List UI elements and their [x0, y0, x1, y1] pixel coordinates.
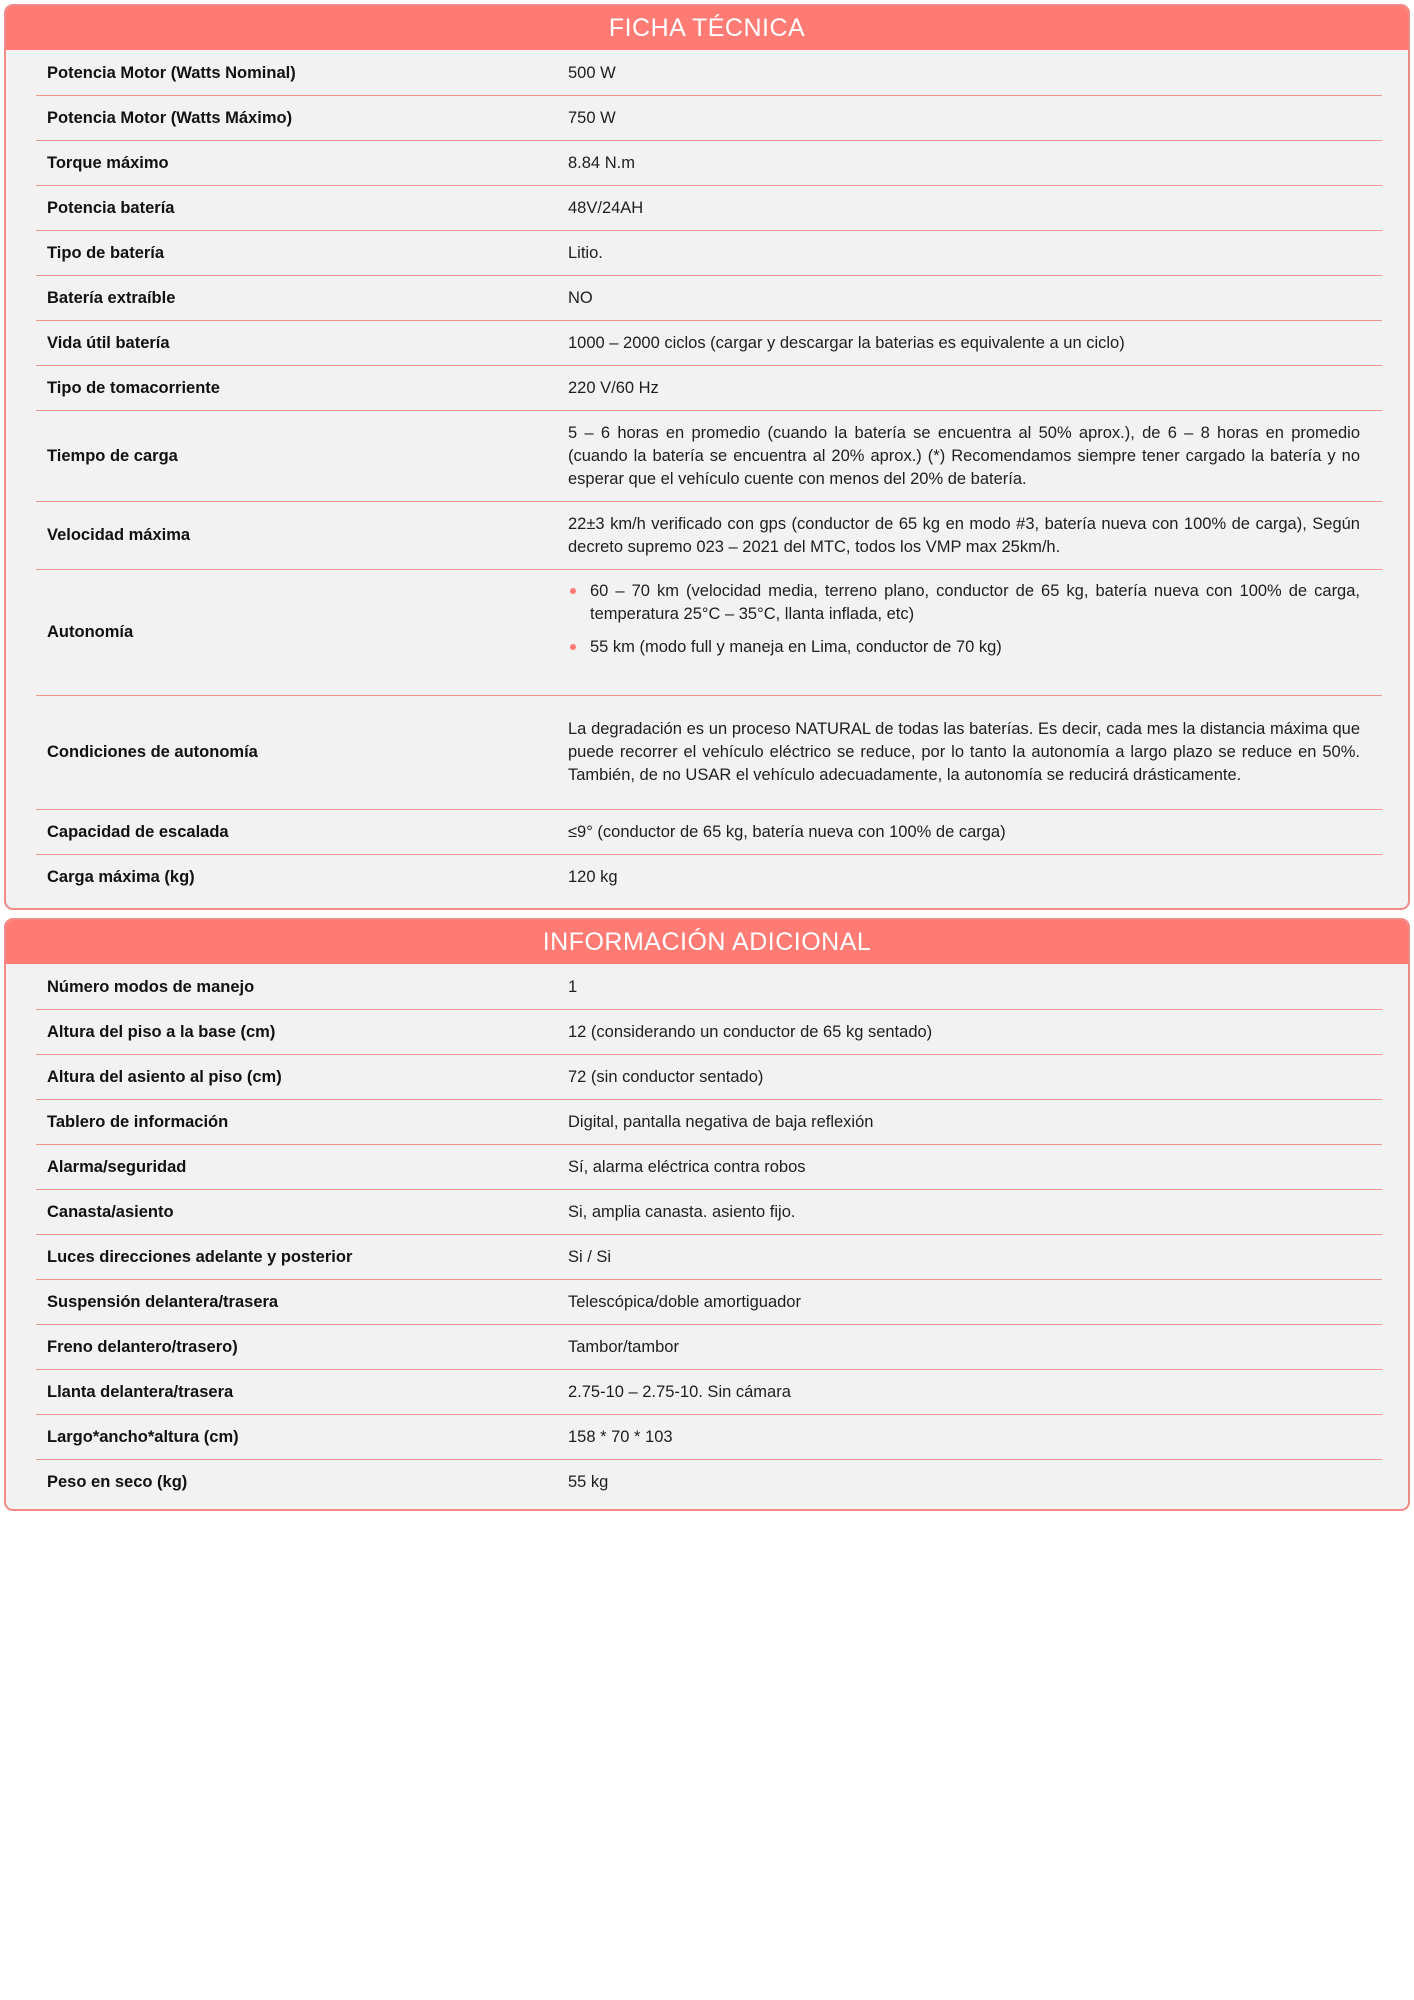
info-value: Telescópica/doble amortiguador — [568, 1292, 801, 1311]
spec-label: Tipo de tomacorriente — [47, 378, 220, 397]
info-value: 12 (considerando un conductor de 65 kg sentado) — [568, 1022, 933, 1041]
info-row — [36, 1460, 1382, 1505]
spec-row — [36, 321, 1382, 366]
info-label: Número modos de manejo — [47, 977, 255, 996]
info-label: Tablero de información — [47, 1112, 229, 1131]
info-label: Suspensión delantera/trasera — [47, 1292, 279, 1311]
spec-row — [36, 855, 1382, 900]
info-value: 2.75-10 – 2.75-10. Sin cámara — [568, 1382, 791, 1401]
list-item-text: 55 km (modo full y maneja en Lima, conductor de 70 kg) — [590, 638, 1002, 656]
spec-value: 750 W — [568, 108, 616, 127]
autonomia-list — [568, 580, 1360, 659]
info-label: Altura del piso a la base (cm) — [47, 1022, 276, 1041]
info-row — [36, 1100, 1382, 1145]
info-row — [36, 1415, 1382, 1460]
spec-value: 48V/24AH — [568, 198, 644, 217]
info-label: Freno delantero/trasero) — [47, 1337, 238, 1356]
info-label: Canasta/asiento — [47, 1202, 174, 1221]
spec-label: Tipo de batería — [47, 243, 165, 262]
info-label: Alarma/seguridad — [47, 1157, 187, 1176]
info-row — [36, 965, 1382, 1010]
info-value: 55 kg — [568, 1473, 609, 1491]
list-item — [568, 580, 1360, 626]
bullet-icon — [570, 588, 576, 594]
spec-row — [36, 366, 1382, 411]
spec-label: Capacidad de escalada — [47, 822, 229, 841]
spec-value: 120 kg — [568, 868, 618, 886]
spec-row — [36, 231, 1382, 276]
informacion-adicional-panel — [4, 918, 1410, 1511]
bullet-icon — [570, 644, 576, 650]
spec-label: Autonomía — [47, 623, 134, 641]
spec-label: Torque máximo — [47, 153, 169, 172]
info-row — [36, 1370, 1382, 1415]
spec-value: NO — [568, 288, 593, 307]
spec-label: Potencia Motor (Watts Nominal) — [47, 63, 296, 82]
spec-label: Condiciones de autonomía — [47, 743, 258, 761]
spec-row — [36, 411, 1382, 502]
spec-row — [36, 696, 1382, 810]
spec-value: La degradación es un proceso NATURAL de todas las baterías. Es decir, cada mes la distancia máxima que puede recorrer el vehículo eléctrico se reduce, por lo tanto la autonomía a largo plazo se reduce en 50%. También, de no USAR el vehículo adecuadamente, la autonomía se reducirá drásticamente. — [568, 720, 1360, 784]
spec-row — [36, 276, 1382, 321]
spec-label: Tiempo de carga — [47, 446, 178, 465]
info-label: Altura del asiento al piso (cm) — [47, 1067, 282, 1086]
spec-value: Litio. — [568, 243, 603, 262]
info-value: 72 (sin conductor sentado) — [568, 1067, 764, 1086]
list-item — [568, 636, 1360, 659]
info-label: Luces direcciones adelante y posterior — [47, 1247, 353, 1266]
spec-value: 220 V/60 Hz — [568, 378, 659, 397]
spec-value: 500 W — [568, 63, 616, 82]
info-row — [36, 1280, 1382, 1325]
spec-label: Carga máxima (kg) — [47, 868, 195, 886]
spec-row — [36, 51, 1382, 96]
ficha-tecnica-title: FICHA TÉCNICA — [6, 6, 1408, 50]
informacion-adicional-title: INFORMACIÓN ADICIONAL — [6, 920, 1408, 964]
info-value: 158 * 70 * 103 — [568, 1427, 673, 1446]
info-value: 1 — [568, 977, 578, 996]
spec-value: ≤9° (conductor de 65 kg, batería nueva con 100% de carga) — [568, 822, 1006, 841]
spec-row — [36, 502, 1382, 570]
spec-value-list — [568, 580, 1360, 659]
spec-row — [36, 141, 1382, 186]
ficha-tecnica-panel — [4, 4, 1410, 910]
spec-label: Vida útil batería — [47, 333, 170, 352]
info-value: Si / Si — [568, 1247, 612, 1266]
info-value: Sí, alarma eléctrica contra robos — [568, 1157, 806, 1176]
info-label: Peso en seco (kg) — [47, 1473, 188, 1491]
info-value: Digital, pantalla negativa de baja reflexión — [568, 1112, 874, 1131]
info-value: Tambor/tambor — [568, 1337, 679, 1356]
info-row — [36, 1190, 1382, 1235]
list-item-text: 60 – 70 km (velocidad media, terreno plano, conductor de 65 kg, batería nueva con 100% de carga, temperatura 25°C – 35°C, llanta inflada, etc) — [590, 582, 1360, 623]
info-value: Si, amplia canasta. asiento fijo. — [568, 1202, 796, 1221]
spec-row — [36, 96, 1382, 141]
info-row — [36, 1235, 1382, 1280]
spec-value: 5 – 6 horas en promedio (cuando la batería se encuentra al 50% aprox.), de 6 – 8 horas en promedio (cuando la batería se encuentra al 20% aprox.) (*) Recomendamos siempre tener cargado la batería y no esperar que el vehículo cuente con menos del 20% de batería. — [568, 423, 1360, 488]
spec-row — [36, 570, 1382, 696]
spec-label: Velocidad máxima — [47, 526, 191, 544]
info-row — [36, 1145, 1382, 1190]
spec-label: Potencia Motor (Watts Máximo) — [47, 108, 293, 127]
spec-row — [36, 810, 1382, 855]
info-row — [36, 1055, 1382, 1100]
info-label: Llanta delantera/trasera — [47, 1382, 234, 1401]
info-row — [36, 1325, 1382, 1370]
spec-value: 22±3 km/h verificado con gps (conductor de 65 kg en modo #3, batería nueva con 100% de carga), Según decreto supremo 023 – 2021 del MTC, todos los VMP max 25km/h. — [568, 514, 1360, 556]
info-row — [36, 1010, 1382, 1055]
spec-value: 8.84 N.m — [568, 153, 635, 172]
spec-label: Batería extraíble — [47, 288, 176, 307]
spec-row — [36, 186, 1382, 231]
spec-value: 1000 – 2000 ciclos (cargar y descargar la baterias es equivalente a un ciclo) — [568, 333, 1125, 352]
info-label: Largo*ancho*altura (cm) — [47, 1427, 239, 1446]
spec-label: Potencia batería — [47, 198, 175, 217]
